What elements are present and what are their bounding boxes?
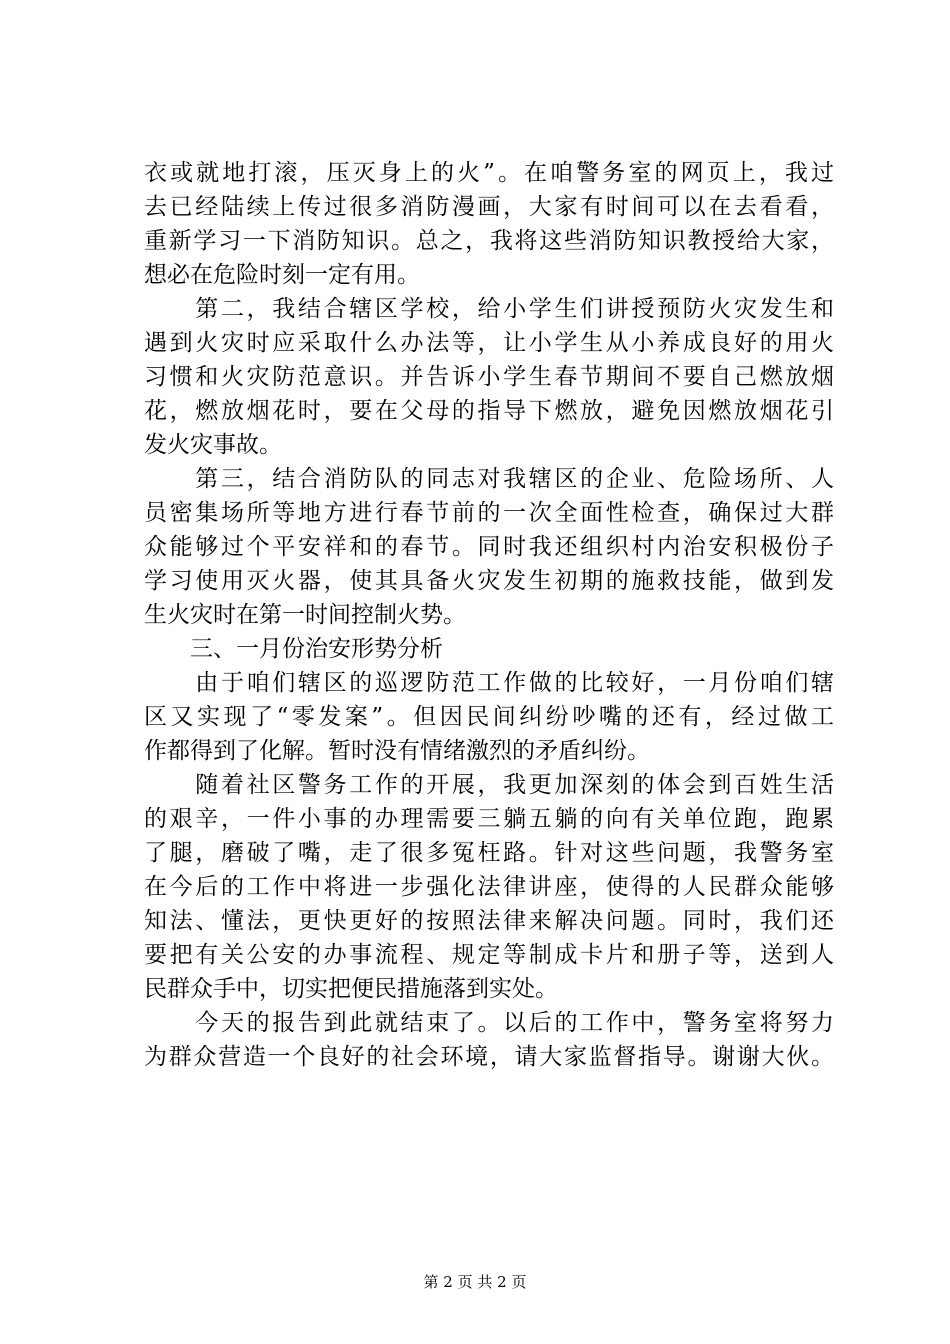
text-line: 民群众手中，切实把便民措施落到实处。 — [144, 976, 558, 1002]
text-line: 众能够过个平安祥和的春节。同时我还组织村内治安积极份子 — [144, 534, 834, 560]
text-line: 去已经陆续上传过很多消防漫画，大家有时间可以在去看看， — [144, 194, 834, 220]
text-line: 第三，结合消防队的同志对我辖区的企业、危险场所、人 — [144, 466, 834, 492]
text-line: 员密集场所等地方进行春节前的一次全面性检查，确保过大群 — [144, 500, 834, 526]
text-line: 区又实现了“零发案”。但因民间纠纷吵嘴的还有，经过做工 — [144, 704, 834, 730]
text-line: 衣或就地打滚，压灭身上的火”。在咱警务室的网页上，我过 — [144, 160, 834, 186]
text-line: 第二，我结合辖区学校，给小学生们讲授预防火灾发生和 — [144, 296, 834, 322]
text-line: 今天的报告到此就结束了。以后的工作中，警务室将努力 — [144, 1010, 834, 1036]
document-body — [144, 156, 834, 1074]
section-heading: 三、一月份治安形势分析 — [144, 636, 443, 662]
text-line: 为群众营造一个良好的社会环境，请大家监督指导。谢谢大伙。 — [144, 1044, 834, 1070]
text-line: 作都得到了化解。暂时没有情绪激烈的矛盾纠纷。 — [144, 738, 650, 764]
text-line: 了腿，磨破了嘴，走了很多冤枉路。针对这些问题，我警务室 — [144, 840, 834, 866]
text-line: 发火灾事故。 — [144, 432, 282, 458]
text-line: 知法、懂法，更快更好的按照法律来解决问题。同时，我们还 — [144, 908, 834, 934]
text-line: 花，燃放烟花时，要在父母的指导下燃放，避免因燃放烟花引 — [144, 398, 834, 424]
text-line: 遇到火灾时应采取什么办法等，让小学生从小养成良好的用火 — [144, 330, 834, 356]
text-line: 由于咱们辖区的巡逻防范工作做的比较好，一月份咱们辖 — [144, 670, 834, 696]
text-line: 要把有关公安的办事流程、规定等制成卡片和册子等，送到人 — [144, 942, 834, 968]
text-line: 学习使用灭火器，使其具备火灾发生初期的施救技能，做到发 — [144, 568, 834, 594]
text-line: 重新学习一下消防知识。总之，我将这些消防知识教授给大家， — [144, 228, 834, 254]
text-line: 的艰辛，一件小事的办理需要三躺五躺的向有关单位跑，跑累 — [144, 806, 834, 832]
text-line: 习惯和火灾防范意识。并告诉小学生春节期间不要自己燃放烟 — [144, 364, 834, 390]
text-line: 想必在危险时刻一定有用。 — [144, 262, 420, 288]
text-line: 在今后的工作中将进一步强化法律讲座，使得的人民群众能够 — [144, 874, 834, 900]
text-line: 随着社区警务工作的开展，我更加深刻的体会到百姓生活 — [144, 772, 834, 798]
page-number-footer: 第 2 页 共 2 页 — [423, 1273, 527, 1291]
text-line: 生火灾时在第一时间控制火势。 — [144, 602, 466, 628]
